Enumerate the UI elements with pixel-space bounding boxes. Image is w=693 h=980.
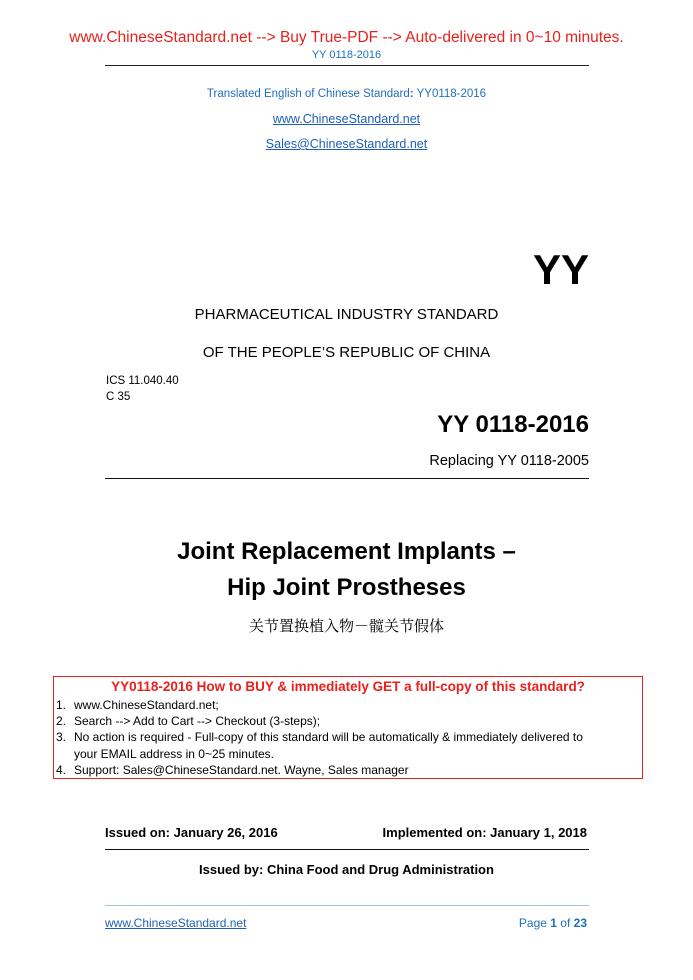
list-item xyxy=(56,746,583,762)
footer-link-wrap xyxy=(105,916,246,930)
page-of: of xyxy=(556,916,574,930)
dates-divider xyxy=(105,849,589,850)
ccs-code: C 35 xyxy=(106,391,131,403)
list-item-number: 1. xyxy=(56,698,67,712)
list-item-number xyxy=(56,746,74,762)
purchase-steps xyxy=(56,697,583,778)
document-title-line2: Hip Joint Prostheses xyxy=(227,574,466,601)
translated-colon: : xyxy=(409,88,414,100)
list-item-number: 2. xyxy=(56,714,67,729)
header-divider xyxy=(105,65,589,66)
page-total: 23 xyxy=(573,916,587,930)
ics-code: ICS 11.040.40 xyxy=(106,375,179,387)
list-item-number: 3. xyxy=(56,730,67,745)
list-item xyxy=(56,729,583,745)
classification-codes xyxy=(106,373,179,405)
site-link[interactable]: www.ChineseStandard.net xyxy=(272,112,421,126)
footer-divider xyxy=(105,905,589,906)
list-item xyxy=(56,713,583,729)
document-title-line1: Joint Replacement Implants – xyxy=(177,538,516,565)
issued-date: Issued on: January 26, 2016 xyxy=(105,825,278,840)
site-link-wrap xyxy=(0,112,693,126)
standard-type-line1: PHARMACEUTICAL INDUSTRY STANDARD xyxy=(194,306,499,323)
page-label: Page xyxy=(518,916,551,930)
translated-code: YY0118-2016 xyxy=(413,88,487,100)
sales-email-wrap xyxy=(0,137,693,151)
header-standard-code: YY 0118-2016 xyxy=(311,49,382,61)
standard-mark: YY xyxy=(532,246,589,293)
standard-number: YY 0118-2016 xyxy=(437,411,589,438)
implemented-date: Implemented on: January 1, 2018 xyxy=(382,825,587,840)
sales-email-link[interactable]: Sales@ChineseStandard.net xyxy=(265,137,428,151)
list-item xyxy=(56,762,583,778)
replacing-note: Replacing YY 0118-2005 xyxy=(429,453,589,469)
translated-line xyxy=(0,88,693,100)
standard-type-line2: OF THE PEOPLE’S REPUBLIC OF CHINA xyxy=(202,344,491,361)
list-item xyxy=(56,697,583,713)
list-item-text: your EMAIL address in 0~25 minutes. xyxy=(74,746,274,761)
list-item-text: Support: Sales@ChineseStandard.net. Wayne, Sales manager xyxy=(74,762,409,777)
purchase-heading[interactable]: YY0118-2016 How to BUY & immediately GET a full-copy of this standard? xyxy=(111,679,585,694)
page-number xyxy=(519,916,587,930)
title-divider xyxy=(105,478,589,479)
list-item-text[interactable]: www.ChineseStandard.net; xyxy=(74,698,219,712)
list-item-text: Search --> Add to Cart --> Checkout (3-steps); xyxy=(74,714,321,729)
footer-site-link[interactable]: www.ChineseStandard.net xyxy=(105,916,247,930)
promo-banner[interactable]: www.ChineseStandard.net --> Buy True-PDF --> Auto-delivered in 0~10 minutes. xyxy=(69,29,624,46)
purchase-info-box xyxy=(53,676,643,779)
document-title-chinese: 关节置换植入物－髋关节假体 xyxy=(248,618,444,635)
page-current: 1 xyxy=(550,916,557,930)
issuing-authority: Issued by: China Food and Drug Administration xyxy=(199,862,494,877)
list-item-number: 4. xyxy=(56,762,67,777)
translated-prefix: Translated English of Chinese Standard xyxy=(206,88,410,100)
list-item-text: No action is required - Full-copy of this standard will be automatically & immediately delivered to xyxy=(74,730,583,745)
